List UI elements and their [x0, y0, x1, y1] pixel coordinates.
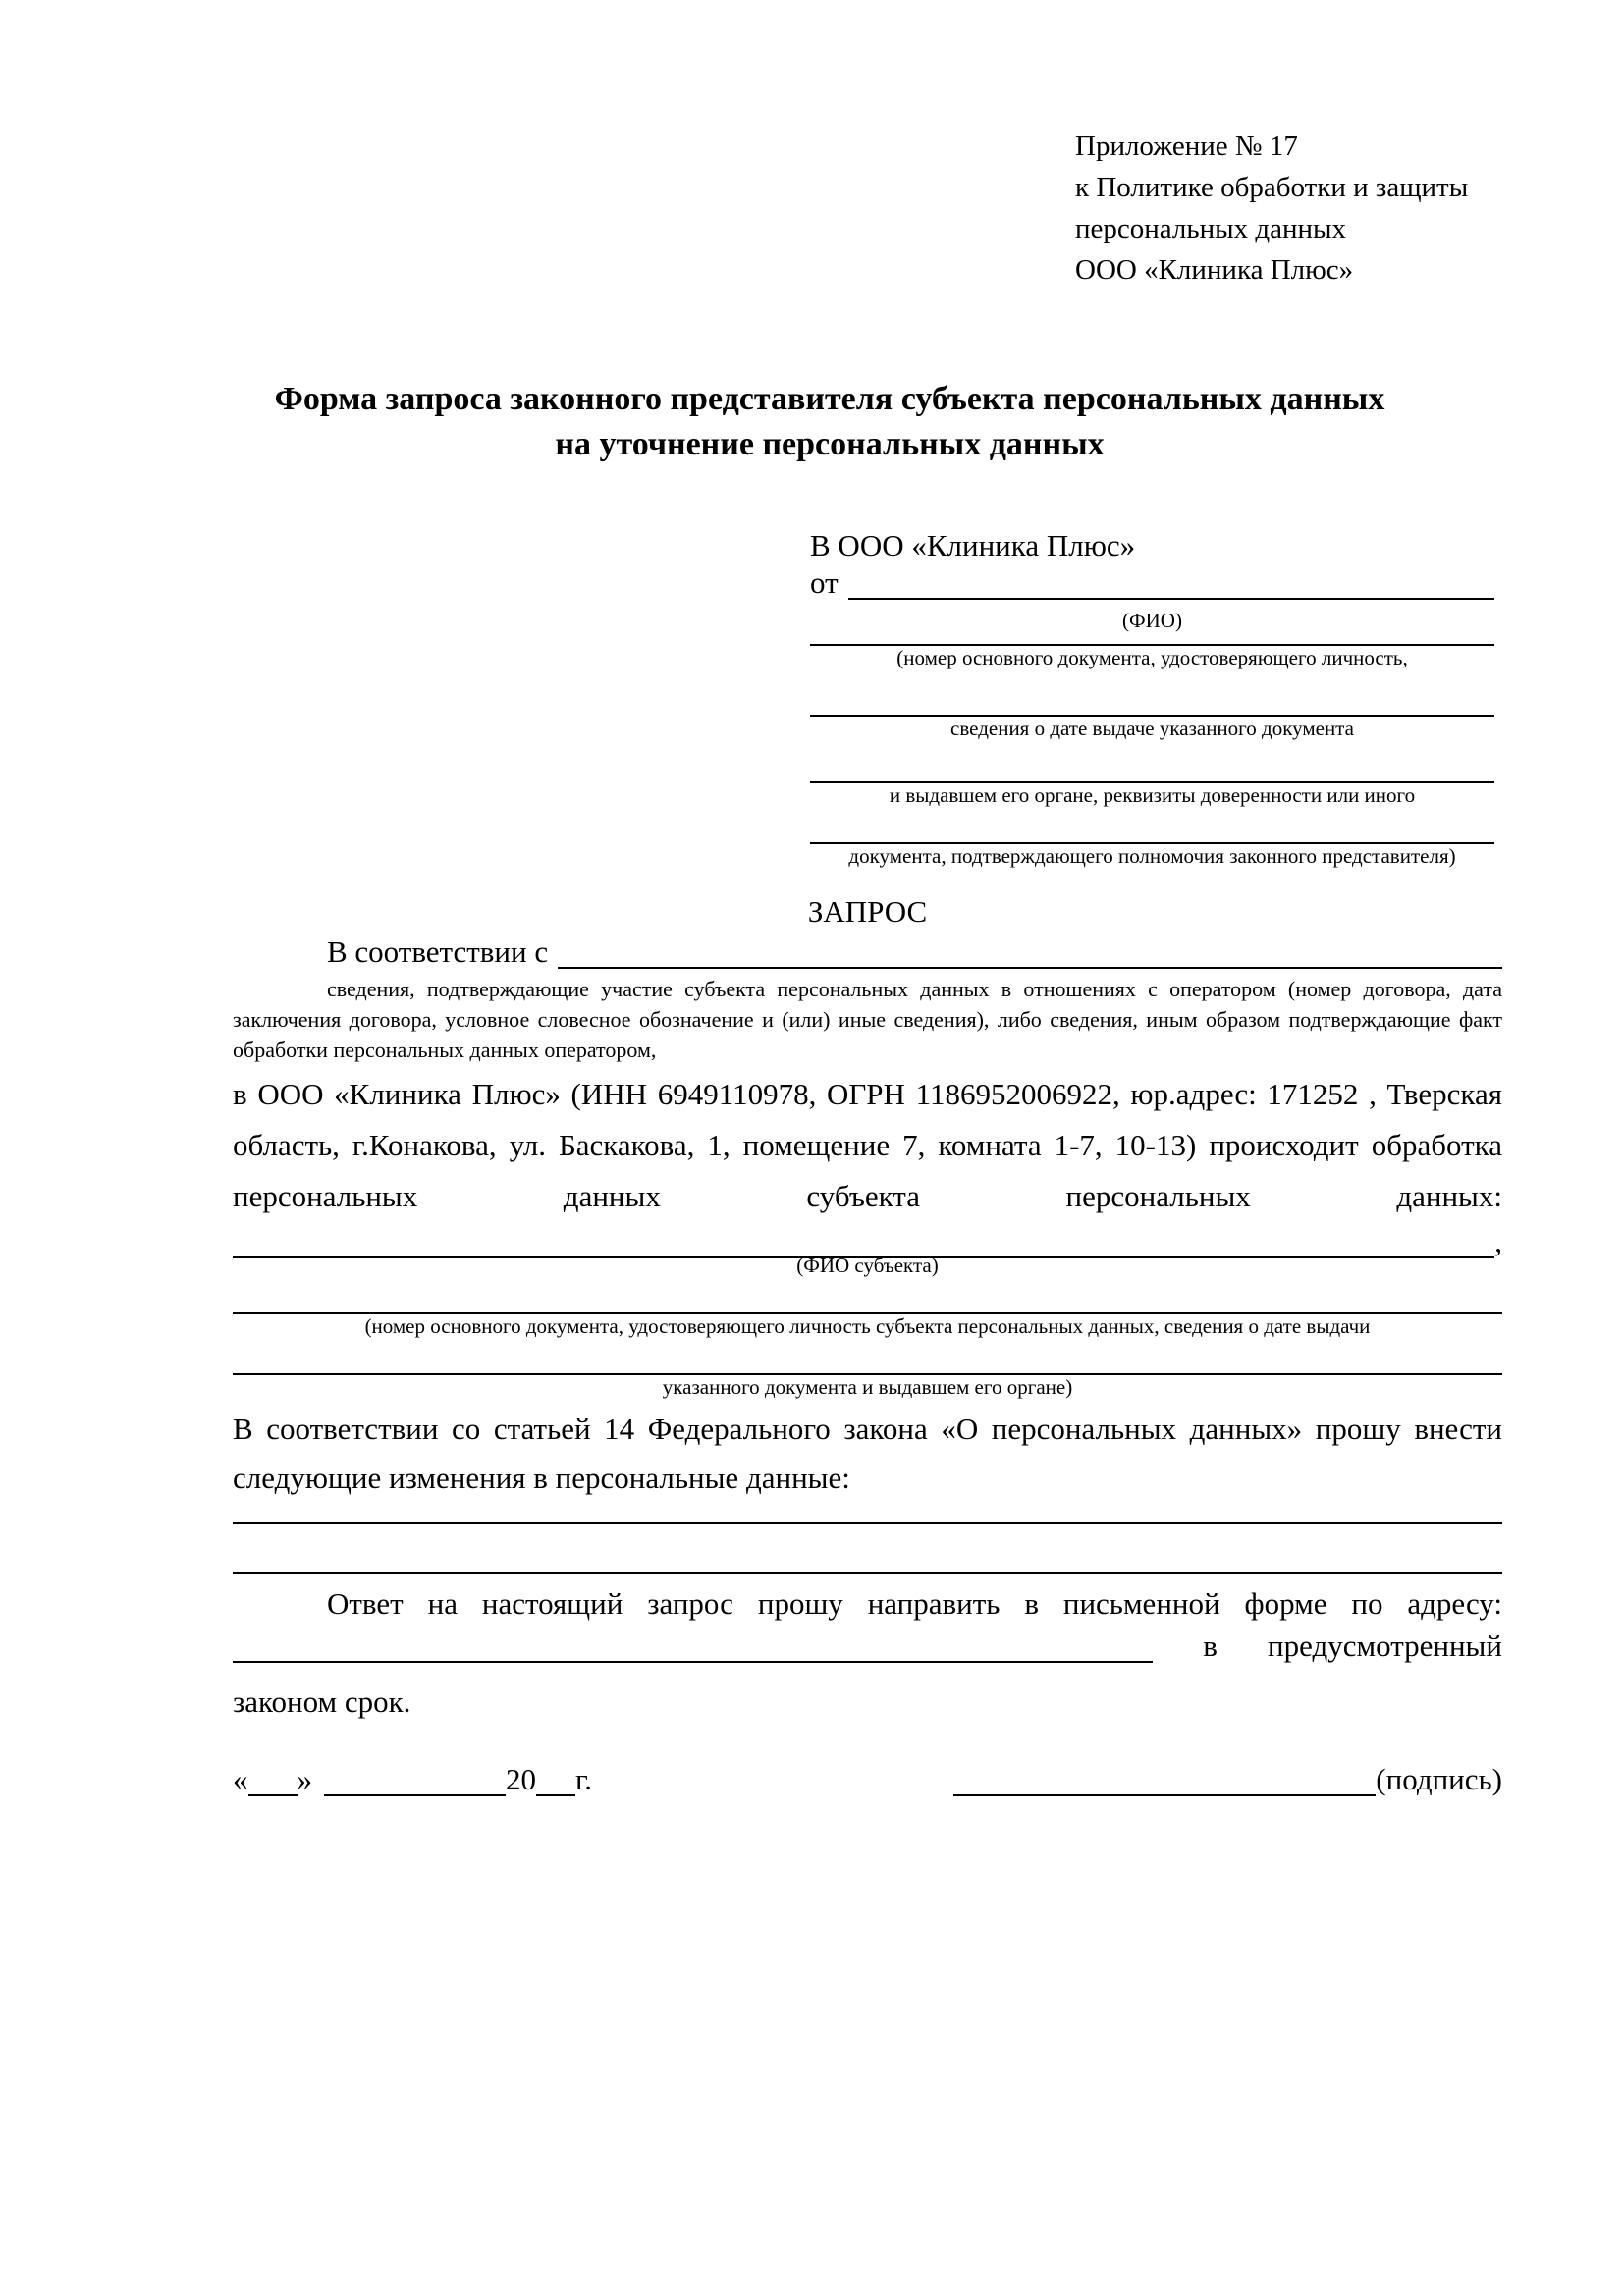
document-number-caption: (номер основного документа, удостоверяющего личность, [896, 646, 1408, 669]
changes-blank-line-1[interactable] [233, 1503, 1502, 1524]
appendix-block [1075, 0, 1502, 291]
address-blank-line[interactable] [233, 1630, 1153, 1663]
day-blank-line[interactable] [248, 1764, 298, 1796]
title-line-1: Форма запроса законного представителя субъекта персональных данных [274, 381, 1385, 417]
changes-blank-line-2[interactable] [233, 1524, 1502, 1574]
response-word-in: в [1203, 1629, 1218, 1663]
article-14-paragraph: В соответствии со статьей 14 Федерального закона «О персональных данных» прошу внести следующие изменения в персональные данные: [233, 1412, 1502, 1495]
document-number-blank-line[interactable] [810, 632, 1494, 646]
subject-fio-caption: (ФИО субъекта) [796, 1254, 939, 1277]
addressee-to: В ООО «Клиника Плюс» [810, 528, 1136, 562]
signature-caption: (подпись) [1376, 1762, 1502, 1796]
appendix-line-2: к Политике обработки и защиты [1075, 172, 1469, 203]
power-of-attorney-blank-line[interactable] [810, 807, 1494, 844]
issuing-authority-blank-line[interactable] [810, 740, 1494, 783]
issuing-authority-caption: и выдавшем его органе, реквизиты доверенности или иного [889, 783, 1416, 807]
fio-caption: (ФИО) [1122, 609, 1182, 632]
subject-issuer-blank-line[interactable] [233, 1338, 1502, 1375]
subject-fio-row [233, 1224, 1502, 1258]
issue-date-blank-line[interactable] [810, 669, 1494, 717]
document-title [157, 377, 1502, 467]
trailing-comma: , [1494, 1224, 1502, 1258]
fio-blank-line[interactable] [848, 567, 1494, 600]
response-paragraph: Ответ на настоящий запрос прошу направить в письменной форме по адресу: [327, 1586, 1502, 1621]
response-word-stipulated: предусмотренный [1268, 1629, 1502, 1663]
appendix-line-1: Приложение № 17 [1075, 131, 1298, 162]
signature-line [953, 1762, 1502, 1797]
power-of-attorney-caption: документа, подтверждающего полномочия законного представителя) [848, 844, 1456, 868]
request-heading: ЗАПРОС [807, 894, 928, 929]
from-row [810, 565, 1494, 609]
subject-document-blank-line[interactable] [233, 1277, 1502, 1314]
issue-date-caption: сведения о дате выдаче указанного документа [950, 717, 1354, 740]
operator-paragraph: в ООО «Клиника Плюс» (ИНН 6949110978, ОГРН 1186952006922, юр.адрес: 171252 , Тверская область, г.Конакова, ул. Баскакова, 1, помещение 7, комната 1-7, 10-13) происходит обработка персональных данных субъекта персональных данных: [233, 1077, 1502, 1213]
title-line-2: на уточнение персональных данных [555, 426, 1105, 462]
signature-blank-line[interactable] [953, 1764, 1376, 1796]
month-blank-line[interactable] [324, 1764, 506, 1796]
relationship-note: сведения, подтверждающие участие субъекта персональных данных в отношениях с оператором (номер договора, дата заключения договора, условное словесное обозначение и (или) иные сведения), либо сведения, иным образом подтверждающие факт обработки персональных данных оператором, [233, 977, 1502, 1062]
accordance-blank-line[interactable] [558, 936, 1502, 969]
quote-close: » [297, 1762, 312, 1796]
addressee-block [810, 526, 1494, 868]
response-closing: законом срок. [233, 1684, 411, 1719]
year-prefix: 20 [506, 1762, 536, 1796]
subject-issuer-caption: указанного документа и выдавшем его органе) [662, 1375, 1073, 1399]
year-blank-line[interactable] [536, 1764, 575, 1796]
year-suffix: г. [575, 1762, 592, 1796]
footer-row [233, 1762, 1502, 1797]
quote-open: « [233, 1762, 248, 1796]
accordance-lead: В соответствии с [327, 934, 549, 969]
appendix-line-3: персональных данных [1075, 213, 1347, 244]
response-address-row [233, 1629, 1502, 1678]
accordance-row [233, 934, 1502, 974]
from-label: от [810, 565, 839, 600]
subject-document-caption: (номер основного документа, удостоверяющего личность субъекта персональных данных, сведения о дате выдачи [364, 1314, 1371, 1338]
date-line [233, 1762, 592, 1797]
appendix-line-4: ООО «Клиника Плюс» [1075, 254, 1354, 286]
